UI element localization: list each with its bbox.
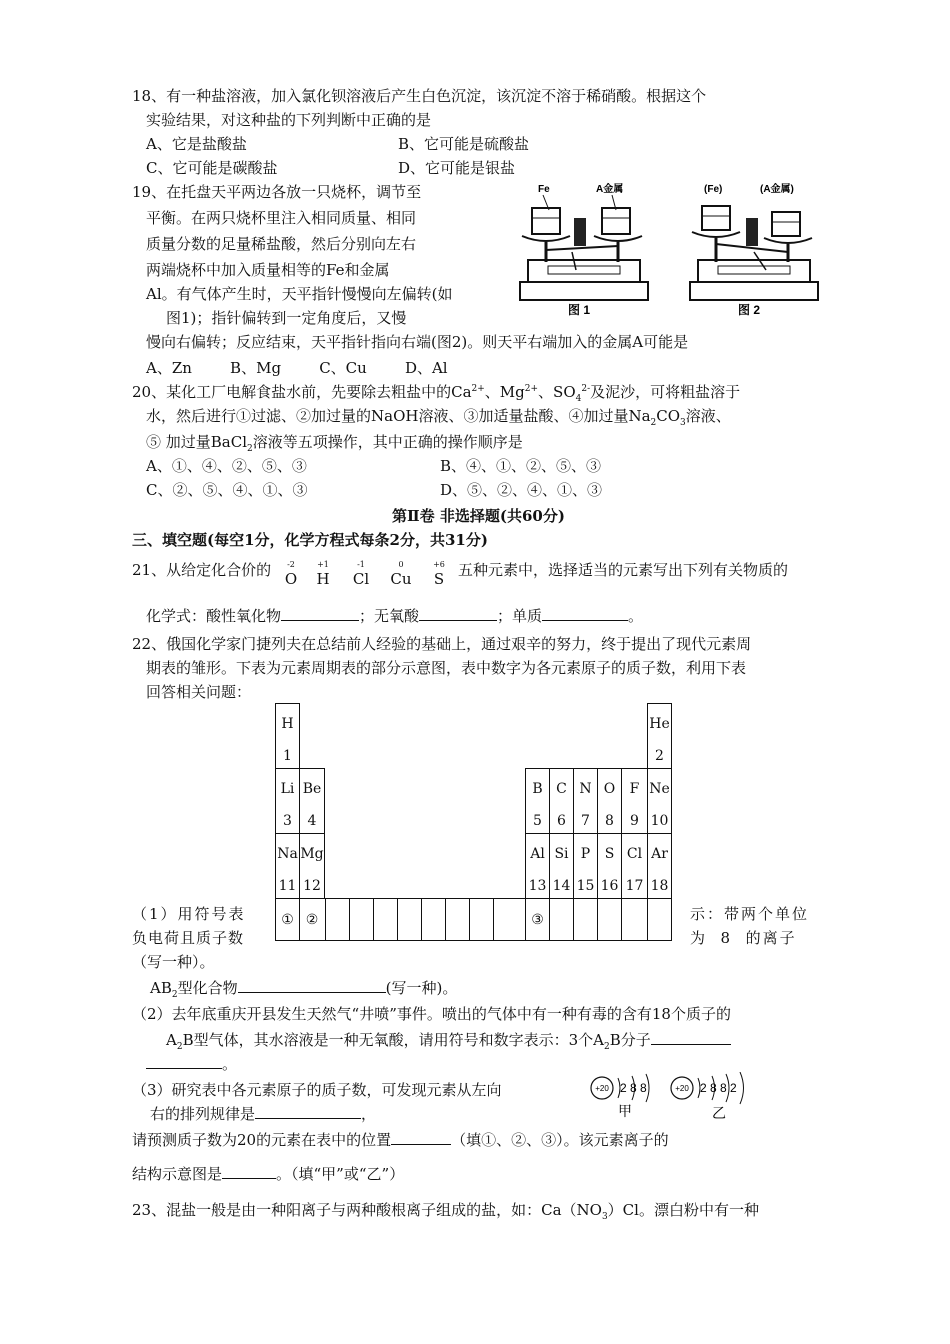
balance-figure-2	[684, 182, 824, 320]
q20-line2: 水，然后进行①过滤、②加过量的NaOH溶液、③加适量盐酸、④加过量$Na_2CO_3$溶液、	[146, 407, 731, 428]
q18-option-d: D、它可能是银盐	[398, 159, 516, 177]
row4-cell-divider	[349, 898, 350, 941]
marker-2: ②	[305, 912, 319, 928]
fig1-label-right: A金属	[596, 184, 624, 195]
cell-s: S 16	[597, 833, 622, 899]
q19-line7: 慢向右偏转；反应结束，天平指针指向右端(图2)。则天平右端加入的金属A可能是	[146, 333, 689, 351]
fig1-label-left: Fe	[538, 184, 550, 195]
cell-n: N 7	[573, 768, 598, 834]
marker-3: ③	[531, 912, 544, 928]
cell-li: Li 3	[275, 768, 300, 834]
symbol-cu: Cu	[390, 570, 412, 588]
blank-position[interactable]	[391, 1130, 451, 1145]
valence-cu: 0	[398, 560, 404, 569]
q22-p1-left3: （写一种）。	[132, 953, 215, 971]
q20-line3: ⑤ 加过量BaCl$_2$溶液等五项操作，其中正确的操作顺序是	[146, 433, 523, 454]
q22-p3-line4: 结构示意图是 。（填“甲”或“乙”）	[132, 1165, 405, 1183]
q22-line2: 期表的雏形。下表为元素周期表的部分示意图，表中数字为各元素原子的质子数，利用下表	[146, 659, 747, 677]
svg-text:乙: 乙	[712, 1106, 726, 1122]
cell-o: O 8	[597, 768, 622, 834]
cell-ar: Ar 18	[647, 833, 672, 899]
blank-acid-oxide[interactable]	[281, 606, 359, 621]
svg-text:2 8 8: 2 8 8	[620, 1081, 647, 1095]
cell-ne: Ne 10	[647, 768, 672, 834]
q18-line2: 实验结果，对这种盐的下列判断中正确的是	[146, 111, 432, 129]
q22-p2-line2: $A_2B$型气体，其水溶液是一种无氧酸，请用符号和数字表示：3个$A_2B$分子	[166, 1030, 731, 1050]
q20-line1: 20、某化工厂电解食盐水前，先要除去粗盐中的$Ca^{2+}$、$Mg^{2+}$、$SO_4^{2-}$及泥沙，可将粗盐溶于	[132, 383, 741, 404]
q18-option-b: B、它可能是硫酸盐	[398, 135, 530, 153]
svg-text:2 8 8 2: 2 8 8 2	[700, 1081, 737, 1095]
q18-option-a: A、它是盐酸盐	[146, 135, 247, 153]
row4-cell-divider	[573, 898, 574, 941]
q19-line1: 19、在托盘天平两边各放一只烧杯，调节至	[132, 183, 422, 201]
q19-line4: 两端烧杯中加入质量相等的Fe和金属	[146, 261, 390, 279]
cell-cl: Cl 17	[621, 833, 648, 899]
svg-text:甲: 甲	[618, 1104, 632, 1120]
q20-option-b: B、④、①、②、⑤、③	[440, 457, 602, 475]
valence-cl: -1	[357, 560, 365, 569]
row4-cell-divider	[373, 898, 374, 941]
q22-p3-line2: 右的排列规律是 ，	[150, 1105, 377, 1123]
q22-p1-right2: 为 8 的离子	[690, 929, 797, 947]
symbol-cl: Cl	[352, 570, 370, 588]
part2-title: 第Ⅱ卷 非选择题(共60分)	[392, 507, 565, 525]
q19-options: A、Zn B、Mg C、Cu D、Al	[146, 359, 448, 377]
q19-line6: 图1)；指针偏转到一定角度后，又慢	[166, 309, 407, 327]
cell-si: Si 14	[549, 833, 574, 899]
cell-p: P 15	[573, 833, 598, 899]
cell-be: Be 4	[299, 768, 325, 834]
blank-elemental-substance[interactable]	[542, 606, 628, 621]
valence-s: +6	[433, 560, 445, 569]
row4-cell-divider	[621, 898, 622, 941]
valence-h: +1	[317, 560, 329, 569]
q20-option-d: D、⑤、②、④、①、③	[440, 481, 603, 499]
q20-option-c: C、②、⑤、④、①、③	[146, 481, 308, 499]
q22-p2-line3: 。	[146, 1054, 237, 1074]
section3-title: 三、填空题(每空1分，化学方程式每条2分，共31分)	[132, 531, 488, 549]
row4-cell-divider	[647, 898, 648, 941]
row4-cell-divider	[493, 898, 494, 941]
fig1-caption: 图 1	[568, 303, 591, 317]
blank-oxygen-free-acid[interactable]	[419, 606, 497, 621]
blank-3-a2b-molecules[interactable]	[651, 1030, 731, 1045]
cell-na: Na 11	[275, 833, 300, 899]
q20-option-a: A、①、④、②、⑤、③	[146, 457, 307, 475]
atom-diagram-yi	[668, 1072, 768, 1122]
cell-b: B 5	[525, 768, 550, 834]
q22-p1-left1: （1）用符号表	[132, 905, 246, 923]
symbol-s: S	[433, 570, 445, 588]
cell-he: He 2	[647, 703, 672, 769]
q19-line3: 质量分数的足量稀盐酸，然后分别向左右	[146, 235, 417, 253]
blank-3-a2b-continued[interactable]	[146, 1054, 222, 1069]
symbol-h: H	[316, 570, 330, 588]
q22-p1-line4: $AB_2$型化合物 (写一种)。	[150, 979, 458, 1000]
q23-line1: 23、混盐一般是由一种阳离子与两种酸根离子组成的盐，如：$Ca(NO_3)Cl$。漂白粉中有一种	[132, 1201, 759, 1222]
valence-o: -2	[287, 560, 295, 569]
q22-p3-line3: 请预测质子数为20的元素在表中的位置 （填①、②、③）。该元素离子的	[132, 1131, 669, 1149]
marker-1: ①	[281, 912, 294, 928]
q21-tail: 五种元素中，选择适当的元素写出下列有关物质的	[458, 561, 789, 579]
cell-c: C 6	[549, 768, 574, 834]
svg-text:+20: +20	[595, 1084, 609, 1093]
row4-cell-divider	[421, 898, 422, 941]
cell-h: H 1	[275, 703, 300, 769]
symbol-o: O	[284, 570, 298, 588]
q19-line5: Al。有气体产生时，天平指针慢慢向左偏转(如	[146, 285, 453, 303]
atom-diagram-jia	[588, 1072, 678, 1122]
fig2-caption: 图 2	[738, 303, 761, 317]
blank-structure-diagram[interactable]	[222, 1164, 276, 1179]
row4-cell-divider	[397, 898, 398, 941]
fig2-label-left: (Fe)	[704, 184, 723, 195]
q22-p2-line1: （2）去年底重庆开县发生天然气“井喷”事件。喷出的气体中有一种有毒的含有18个质子的	[132, 1005, 731, 1023]
q18-line1: 18、有一种盐溶液，加入氯化钡溶液后产生白色沉淀，该沉淀不溶于稀硝酸。根据这个	[132, 87, 707, 105]
balance-figure-1	[514, 182, 654, 320]
cell-f: F 9	[621, 768, 648, 834]
row4-cell-divider	[597, 898, 598, 941]
row4-cell-divider	[325, 898, 326, 941]
q21-lead: 21、从给定化合价的	[132, 561, 272, 579]
q22-p3-line1: （3）研究表中各元素原子的质子数，可发现元素从左向	[132, 1081, 502, 1099]
table-row4	[275, 898, 672, 941]
blank-arrangement-rule[interactable]	[255, 1104, 361, 1119]
q21-line2: 化学式：酸性氧化物 ；无氧酸 ；单质 。	[146, 607, 644, 625]
row4-cell-divider	[469, 898, 470, 941]
q22-p1-left2: 负电荷且质子数	[132, 929, 245, 947]
cell-mg: Mg 12	[299, 833, 325, 899]
cell-al: Al 13	[525, 833, 550, 899]
row4-cell-divider	[445, 898, 446, 941]
q22-p1-right1: 示：带两个单位	[690, 905, 810, 923]
svg-text:+20: +20	[675, 1084, 689, 1093]
q18-option-c: C、它可能是碳酸盐	[146, 159, 278, 177]
blank-ab2-compound[interactable]	[238, 978, 386, 993]
fig2-label-right: (A金属)	[760, 184, 794, 195]
q22-line1: 22、俄国化学家门捷列夫在总结前人经验的基础上，通过艰辛的努力，终于提出了现代元素周	[132, 635, 752, 653]
q19-line2: 平衡。在两只烧杯里注入相同质量、相同	[146, 209, 417, 227]
q22-line3: 回答相关问题：	[146, 683, 252, 701]
